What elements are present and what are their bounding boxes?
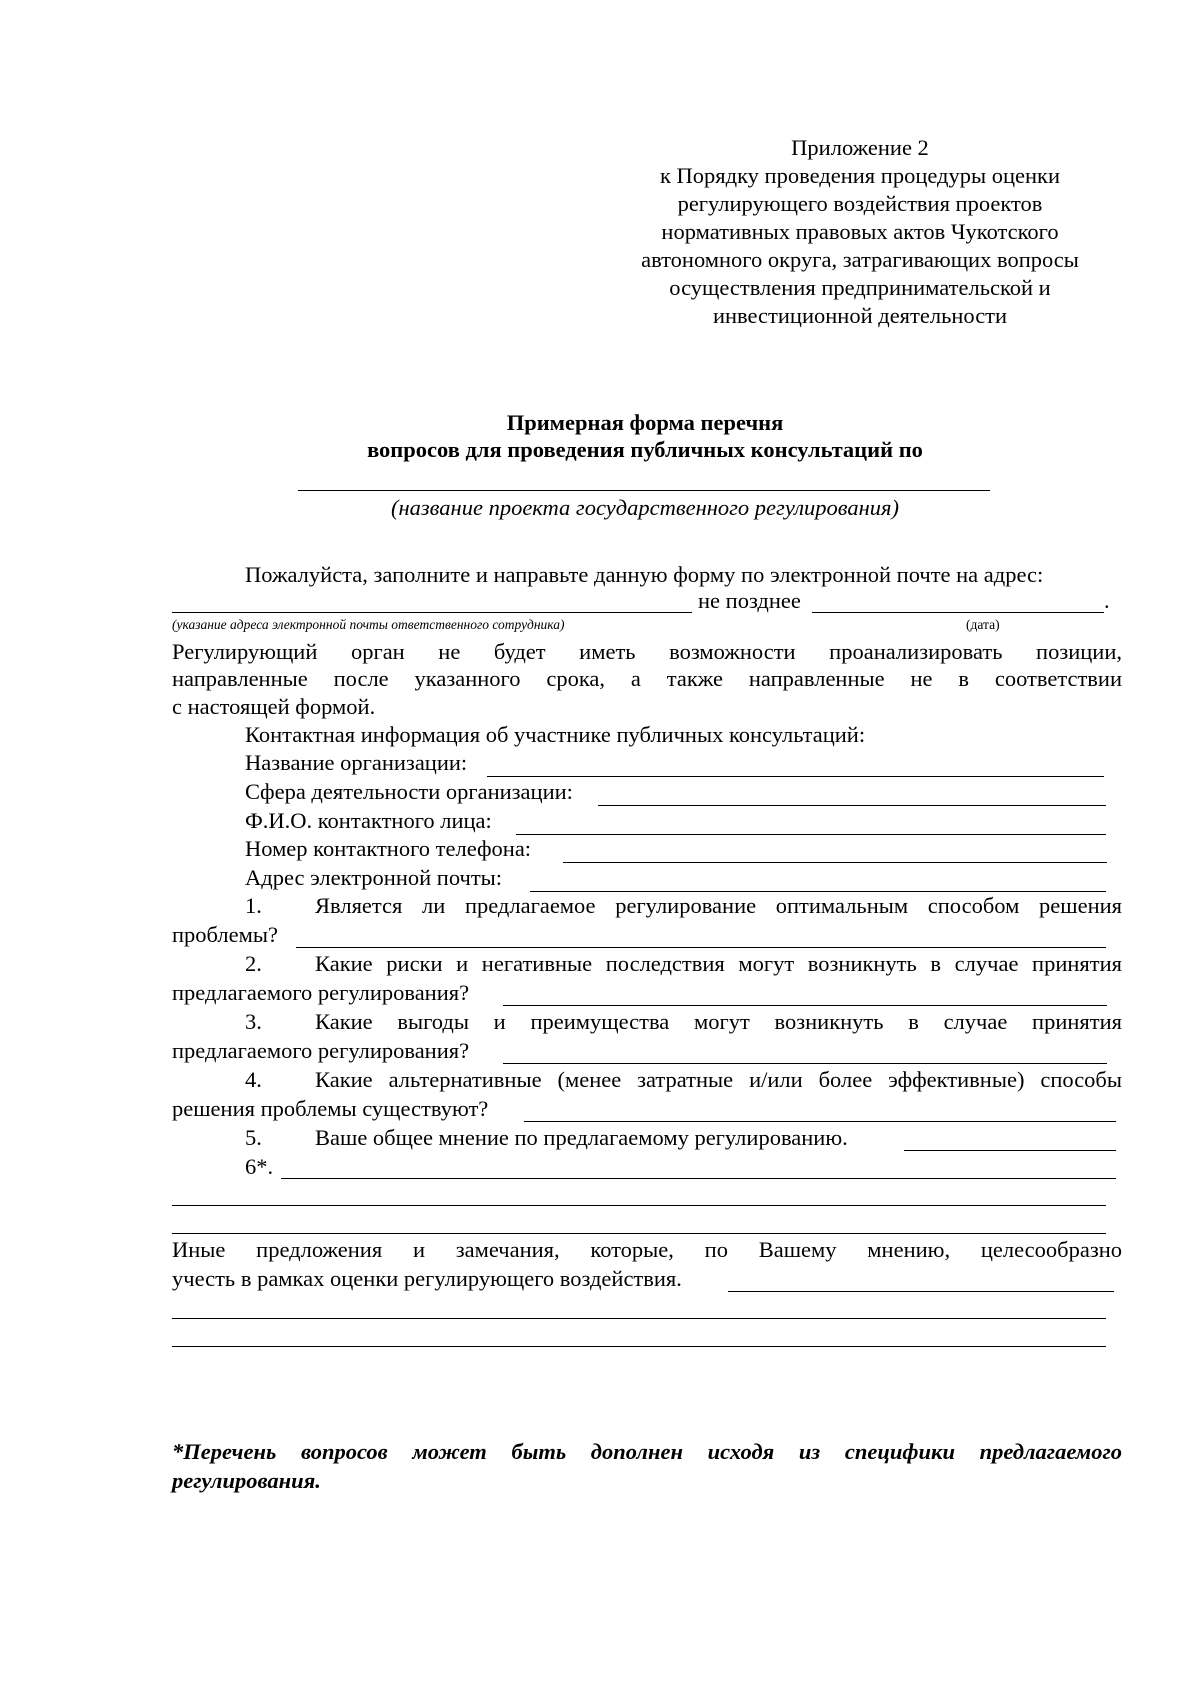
answer-field-1[interactable] [296, 947, 1106, 948]
question-text: Какие альтернативные (менее затратные и/или более эффективные) способы [315, 1067, 1122, 1092]
contact-heading: Контактная информация об участнике публичных консультаций: [245, 722, 866, 747]
question-number: 4. [245, 1067, 262, 1092]
org-name-field[interactable] [487, 776, 1104, 777]
org-name-label: Название организации: [245, 750, 468, 775]
org-sphere-label: Сфера деятельности организации: [245, 779, 573, 804]
answer-field-6-extra[interactable] [172, 1205, 1106, 1206]
project-name-caption: (название проекта государственного регулирования) [391, 495, 899, 520]
warning-line: направленные после указанного срока, а также направленные не в соответствии [172, 666, 1122, 691]
email-label: Адрес электронной почты: [245, 865, 503, 890]
question-text: Является ли предлагаемое регулирование оптимальным способом решения [315, 893, 1122, 918]
email-caption: (указание адреса электронной почты ответственного сотрудника) [172, 617, 565, 632]
question-number: 2. [245, 951, 262, 976]
question-number: 5. [245, 1125, 262, 1150]
other-proposals-field-extra[interactable] [172, 1346, 1106, 1347]
deadline-date-field[interactable] [812, 612, 1104, 613]
not-later-label: не позднее [698, 588, 801, 613]
warning-line: с настоящей формой. [172, 694, 376, 719]
form-title-line2: вопросов для проведения публичных консультаций по [367, 437, 923, 462]
instruction-text: Пожалуйста, заполните и направьте данную форму по электронной почте на адрес: [245, 562, 1044, 587]
warning-line: Регулирующий орган не будет иметь возможности проанализировать позиции, [172, 639, 1122, 664]
other-proposals-field-extra[interactable] [172, 1318, 1106, 1319]
question-text: проблемы? [172, 922, 278, 947]
appendix-line: нормативных правовых актов Чукотского [661, 219, 1059, 244]
date-caption: (дата) [966, 617, 1000, 632]
answer-field-5[interactable] [904, 1150, 1116, 1151]
appendix-line: осуществления предпринимательской и [669, 275, 1051, 300]
email-field[interactable] [530, 891, 1106, 892]
form-title-line1: Примерная форма перечня [506, 410, 784, 435]
appendix-line: к Порядку проведения процедуры оценки [659, 163, 1061, 188]
email-address-field[interactable] [172, 612, 692, 613]
question-text: решения проблемы существуют? [172, 1096, 489, 1121]
footnote: регулирования. [172, 1468, 321, 1493]
answer-field-6[interactable] [281, 1178, 1116, 1179]
appendix-line: Приложение 2 [791, 135, 929, 160]
deadline-period: . [1104, 588, 1110, 613]
appendix-line: автономного округа, затрагивающих вопросы [641, 247, 1079, 272]
answer-field-2[interactable] [503, 1005, 1107, 1006]
question-text: Ваше общее мнение по предлагаемому регулированию. [315, 1125, 848, 1150]
contact-person-field[interactable] [516, 834, 1106, 835]
other-proposals-text: учесть в рамках оценки регулирующего воздействия. [172, 1266, 682, 1291]
other-proposals-field[interactable] [728, 1291, 1114, 1292]
org-sphere-field[interactable] [598, 805, 1106, 806]
appendix-line: регулирующего воздействия проектов [677, 191, 1043, 216]
phone-label: Номер контактного телефона: [245, 836, 532, 861]
answer-field-3[interactable] [503, 1063, 1107, 1064]
question-text: предлагаемого регулирования? [172, 1038, 470, 1063]
phone-field[interactable] [563, 862, 1107, 863]
question-text: Какие выгоды и преимущества могут возникнуть в случае принятия [315, 1009, 1122, 1034]
question-text: Какие риски и негативные последствия могут возникнуть в случае принятия [315, 951, 1122, 976]
answer-field-6-extra[interactable] [172, 1233, 1106, 1234]
footnote: *Перечень вопросов может быть дополнен исходя из специфики предлагаемого [172, 1439, 1122, 1464]
other-proposals-text: Иные предложения и замечания, которые, по Вашему мнению, целесообразно [172, 1237, 1122, 1262]
answer-field-4[interactable] [524, 1121, 1116, 1122]
question-text: предлагаемого регулирования? [172, 980, 470, 1005]
question-number: 1. [245, 893, 262, 918]
appendix-header [600, 134, 1120, 330]
question-number: 3. [245, 1009, 262, 1034]
contact-person-label: Ф.И.О. контактного лица: [245, 808, 492, 833]
appendix-line: инвестиционной деятельности [712, 303, 1008, 328]
project-name-field[interactable] [298, 490, 990, 491]
question-number: 6*. [245, 1154, 274, 1179]
